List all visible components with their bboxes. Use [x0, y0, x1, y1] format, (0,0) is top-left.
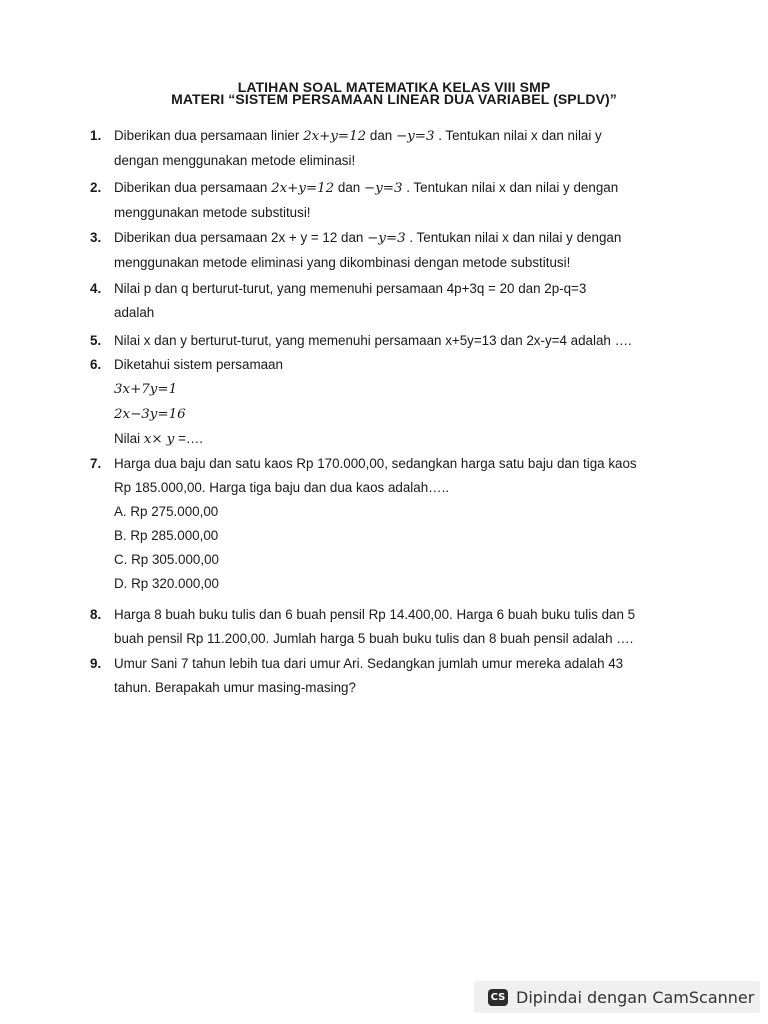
question-line [114, 427, 690, 452]
question-line [114, 548, 690, 572]
question-item [90, 277, 690, 325]
text-fragment: =…. [174, 431, 204, 446]
question-line [114, 627, 690, 651]
question-item [90, 353, 690, 452]
question-line [114, 124, 690, 149]
question-text [114, 652, 690, 700]
math-expression: 2x+y=12 [303, 129, 367, 144]
question-line [114, 149, 690, 173]
question-item [90, 652, 690, 700]
question-number: 7. [90, 456, 102, 471]
document-title: LATIHAN SOAL MATEMATIKA KELAS VIII SMP [237, 79, 551, 95]
text-fragment: menggunakan metode eliminasi yang dikombinasi dengan metode substitusi! [114, 255, 571, 270]
text-fragment: Diberikan dua persamaan linier [114, 128, 304, 143]
question-line [114, 277, 690, 301]
question-line [114, 226, 690, 251]
question-line [114, 572, 690, 596]
question-number: 2. [90, 180, 102, 195]
text-fragment: menggunakan metode substitusi! [114, 205, 311, 220]
question-line [114, 676, 690, 700]
math-expression: 2x−3y=16 [114, 407, 186, 422]
question-line [114, 251, 690, 275]
camscanner-icon: CS [488, 989, 508, 1006]
question-text [114, 603, 690, 651]
question-number: 4. [90, 281, 102, 296]
question-item [90, 226, 690, 275]
math-expression: x× y [143, 432, 175, 447]
text-fragment: dan [366, 128, 396, 143]
question-line [114, 301, 690, 325]
text-fragment: Harga dua baju dan satu kaos Rp 170.000,00, sedangkan harga satu baju dan tiga kaos [114, 456, 637, 471]
question-line [114, 329, 690, 353]
text-fragment: dengan menggunakan metode eliminasi! [114, 153, 356, 168]
math-expression: −y=3 [367, 231, 406, 246]
question-line [114, 603, 690, 627]
text-fragment: C. Rp 305.000,00 [114, 552, 219, 567]
text-fragment: Diketahui sistem persamaan [114, 357, 283, 372]
text-fragment: Harga 8 buah buku tulis dan 6 buah pensil Rp 14.400,00. Harga 6 buah buku tulis dan 5 [114, 607, 636, 622]
text-fragment: Umur Sani 7 tahun lebih tua dari umur Ari. Sedangkan jumlah umur mereka adalah 43 [114, 656, 624, 671]
question-line [114, 524, 690, 548]
question-item [90, 176, 690, 225]
question-number: 5. [90, 333, 102, 348]
text-fragment: Nilai [114, 431, 144, 446]
math-expression: −y=3 [395, 129, 435, 144]
question-text [114, 176, 690, 225]
question-number: 1. [90, 128, 102, 143]
question-text [114, 124, 690, 173]
text-fragment: B. Rp 285.000,00 [114, 528, 219, 543]
question-item [90, 452, 690, 596]
question-item [90, 603, 690, 651]
text-fragment: adalah [114, 305, 155, 320]
text-fragment: Rp 185.000,00. Harga tiga baju dan dua kaos adalah….. [114, 480, 450, 495]
math-expression: 3x+7y=1 [114, 382, 178, 397]
question-number: 9. [90, 656, 102, 671]
question-line [114, 452, 690, 476]
text-fragment: . Tentukan nilai x dan nilai y dengan [405, 230, 622, 245]
question-line [114, 201, 690, 225]
math-expression: −y=3 [363, 181, 403, 196]
question-number: 6. [90, 357, 102, 372]
question-item [90, 124, 690, 173]
question-line [114, 402, 690, 427]
question-line [114, 353, 690, 377]
text-fragment: Diberikan dua persamaan 2x + y = 12 dan [114, 230, 368, 245]
question-line [114, 377, 690, 402]
text-fragment: . Tentukan nilai x dan nilai y dengan [402, 180, 619, 195]
question-text [114, 329, 690, 353]
math-expression: 2x+y=12 [271, 181, 335, 196]
text-fragment: A. Rp 275.000,00 [114, 504, 219, 519]
camscanner-watermark [474, 981, 760, 1013]
question-number: 8. [90, 607, 102, 622]
question-line [114, 476, 690, 500]
text-fragment: tahun. Berapakah umur masing-masing? [114, 680, 356, 695]
question-line [114, 500, 690, 524]
question-line [114, 652, 690, 676]
document-subtitle: MATERI “SISTEM PERSAMAAN LINEAR DUA VARIABEL (SPLDV)” [171, 91, 617, 107]
question-text [114, 226, 690, 275]
question-text [114, 277, 690, 325]
text-fragment: buah pensil Rp 11.200,00. Jumlah harga 5 buah buku tulis dan 8 buah pensil adalah …. [114, 631, 634, 646]
watermark-text: Dipindai dengan CamScanner [516, 987, 755, 1007]
text-fragment: dan [334, 180, 364, 195]
question-line [114, 176, 690, 201]
text-fragment: . Tentukan nilai x dan nilai y [434, 128, 602, 143]
text-fragment: Nilai x dan y berturut-turut, yang memenuhi persamaan x+5y=13 dan 2x-y=4 adalah …. [114, 333, 632, 348]
question-number: 3. [90, 230, 102, 245]
question-text [114, 452, 690, 596]
question-item [90, 329, 690, 353]
text-fragment: D. Rp 320.000,00 [114, 576, 219, 591]
text-fragment: Nilai p dan q berturut-turut, yang memenuhi persamaan 4p+3q = 20 dan 2p-q=3 [114, 281, 587, 296]
question-text [114, 353, 690, 452]
text-fragment: Diberikan dua persamaan [114, 180, 272, 195]
